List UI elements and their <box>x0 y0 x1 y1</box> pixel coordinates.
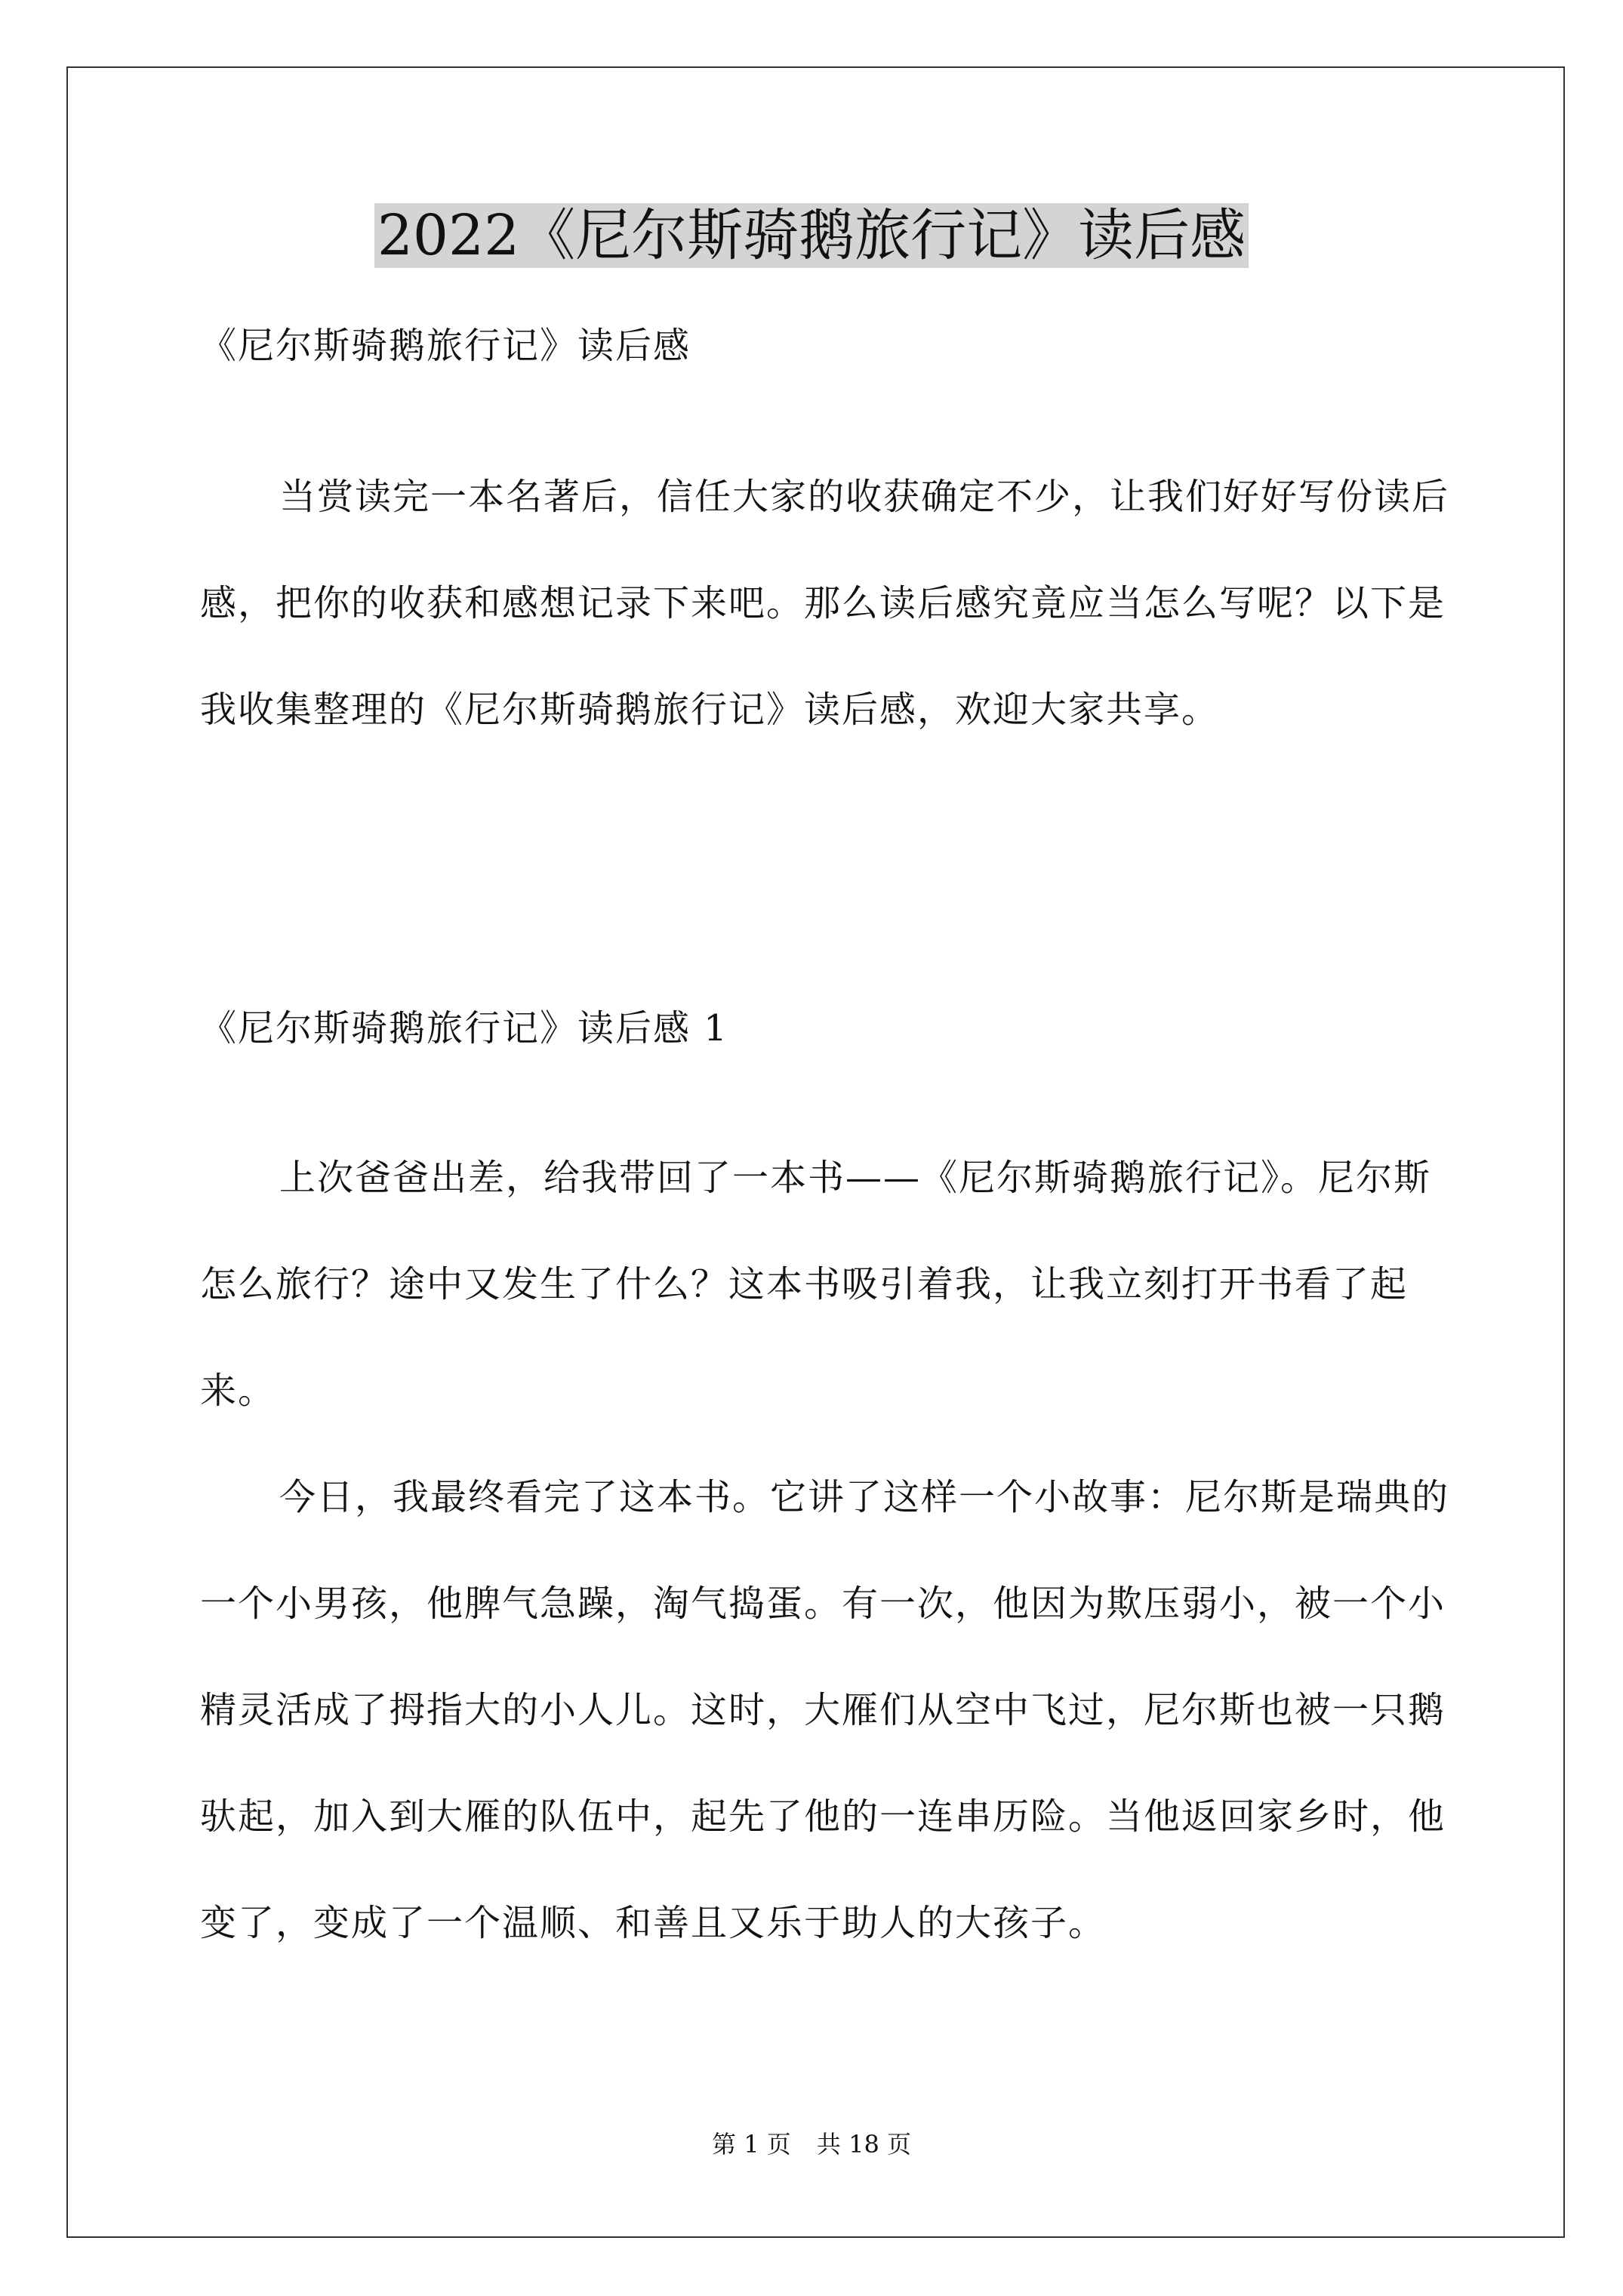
page-total: 共 18 页 <box>816 2130 911 2159</box>
section1-paragraph-2: 今日，我最终看完了这本书。它讲了这样一个小故事：尼尔斯是瑞典的一个小男孩，他脾气急躁，淘气捣蛋。有一次，他因为欺压弱小，被一个小精灵活成了拇指大的小人儿。这时，大雁们从空中飞过，尼尔斯也被一只鹅驮起，加入到大雁的队伍中，起先了他的一连串历险。当他返回家乡时，他变了，变成了一个温顺、和善且又乐于助人的大孩子。 <box>200 1476 1450 1944</box>
page-footer <box>0 2128 1623 2161</box>
section1-paragraph-1: 上次爸爸出差，给我带回了一本书——《尼尔斯骑鹅旅行记》。尼尔斯怎么旅行？途中又发生了什么？这本书吸引着我，让我立刻打开书看了起来。 <box>200 1157 1432 1412</box>
intro-paragraph: 当赏读完一本名著后，信任大家的收获确定不少，让我们好好写份读后感，把你的收获和感想记录下来吧。那么读后感究竟应当怎么写呢？以下是我收集整理的《尼尔斯骑鹅旅行记》读后感，欢迎大家共享。 <box>200 476 1450 731</box>
page-number: 第 1 页 <box>712 2130 791 2159</box>
document-subtitle: 《尼尔斯骑鹅旅行记》读后感 <box>200 325 691 367</box>
document-title <box>0 193 1623 278</box>
section-heading-1: 《尼尔斯骑鹅旅行记》读后感 1 <box>200 1007 728 1049</box>
title-text: 2022《尼尔斯骑鹅旅行记》读后感 <box>374 203 1249 268</box>
